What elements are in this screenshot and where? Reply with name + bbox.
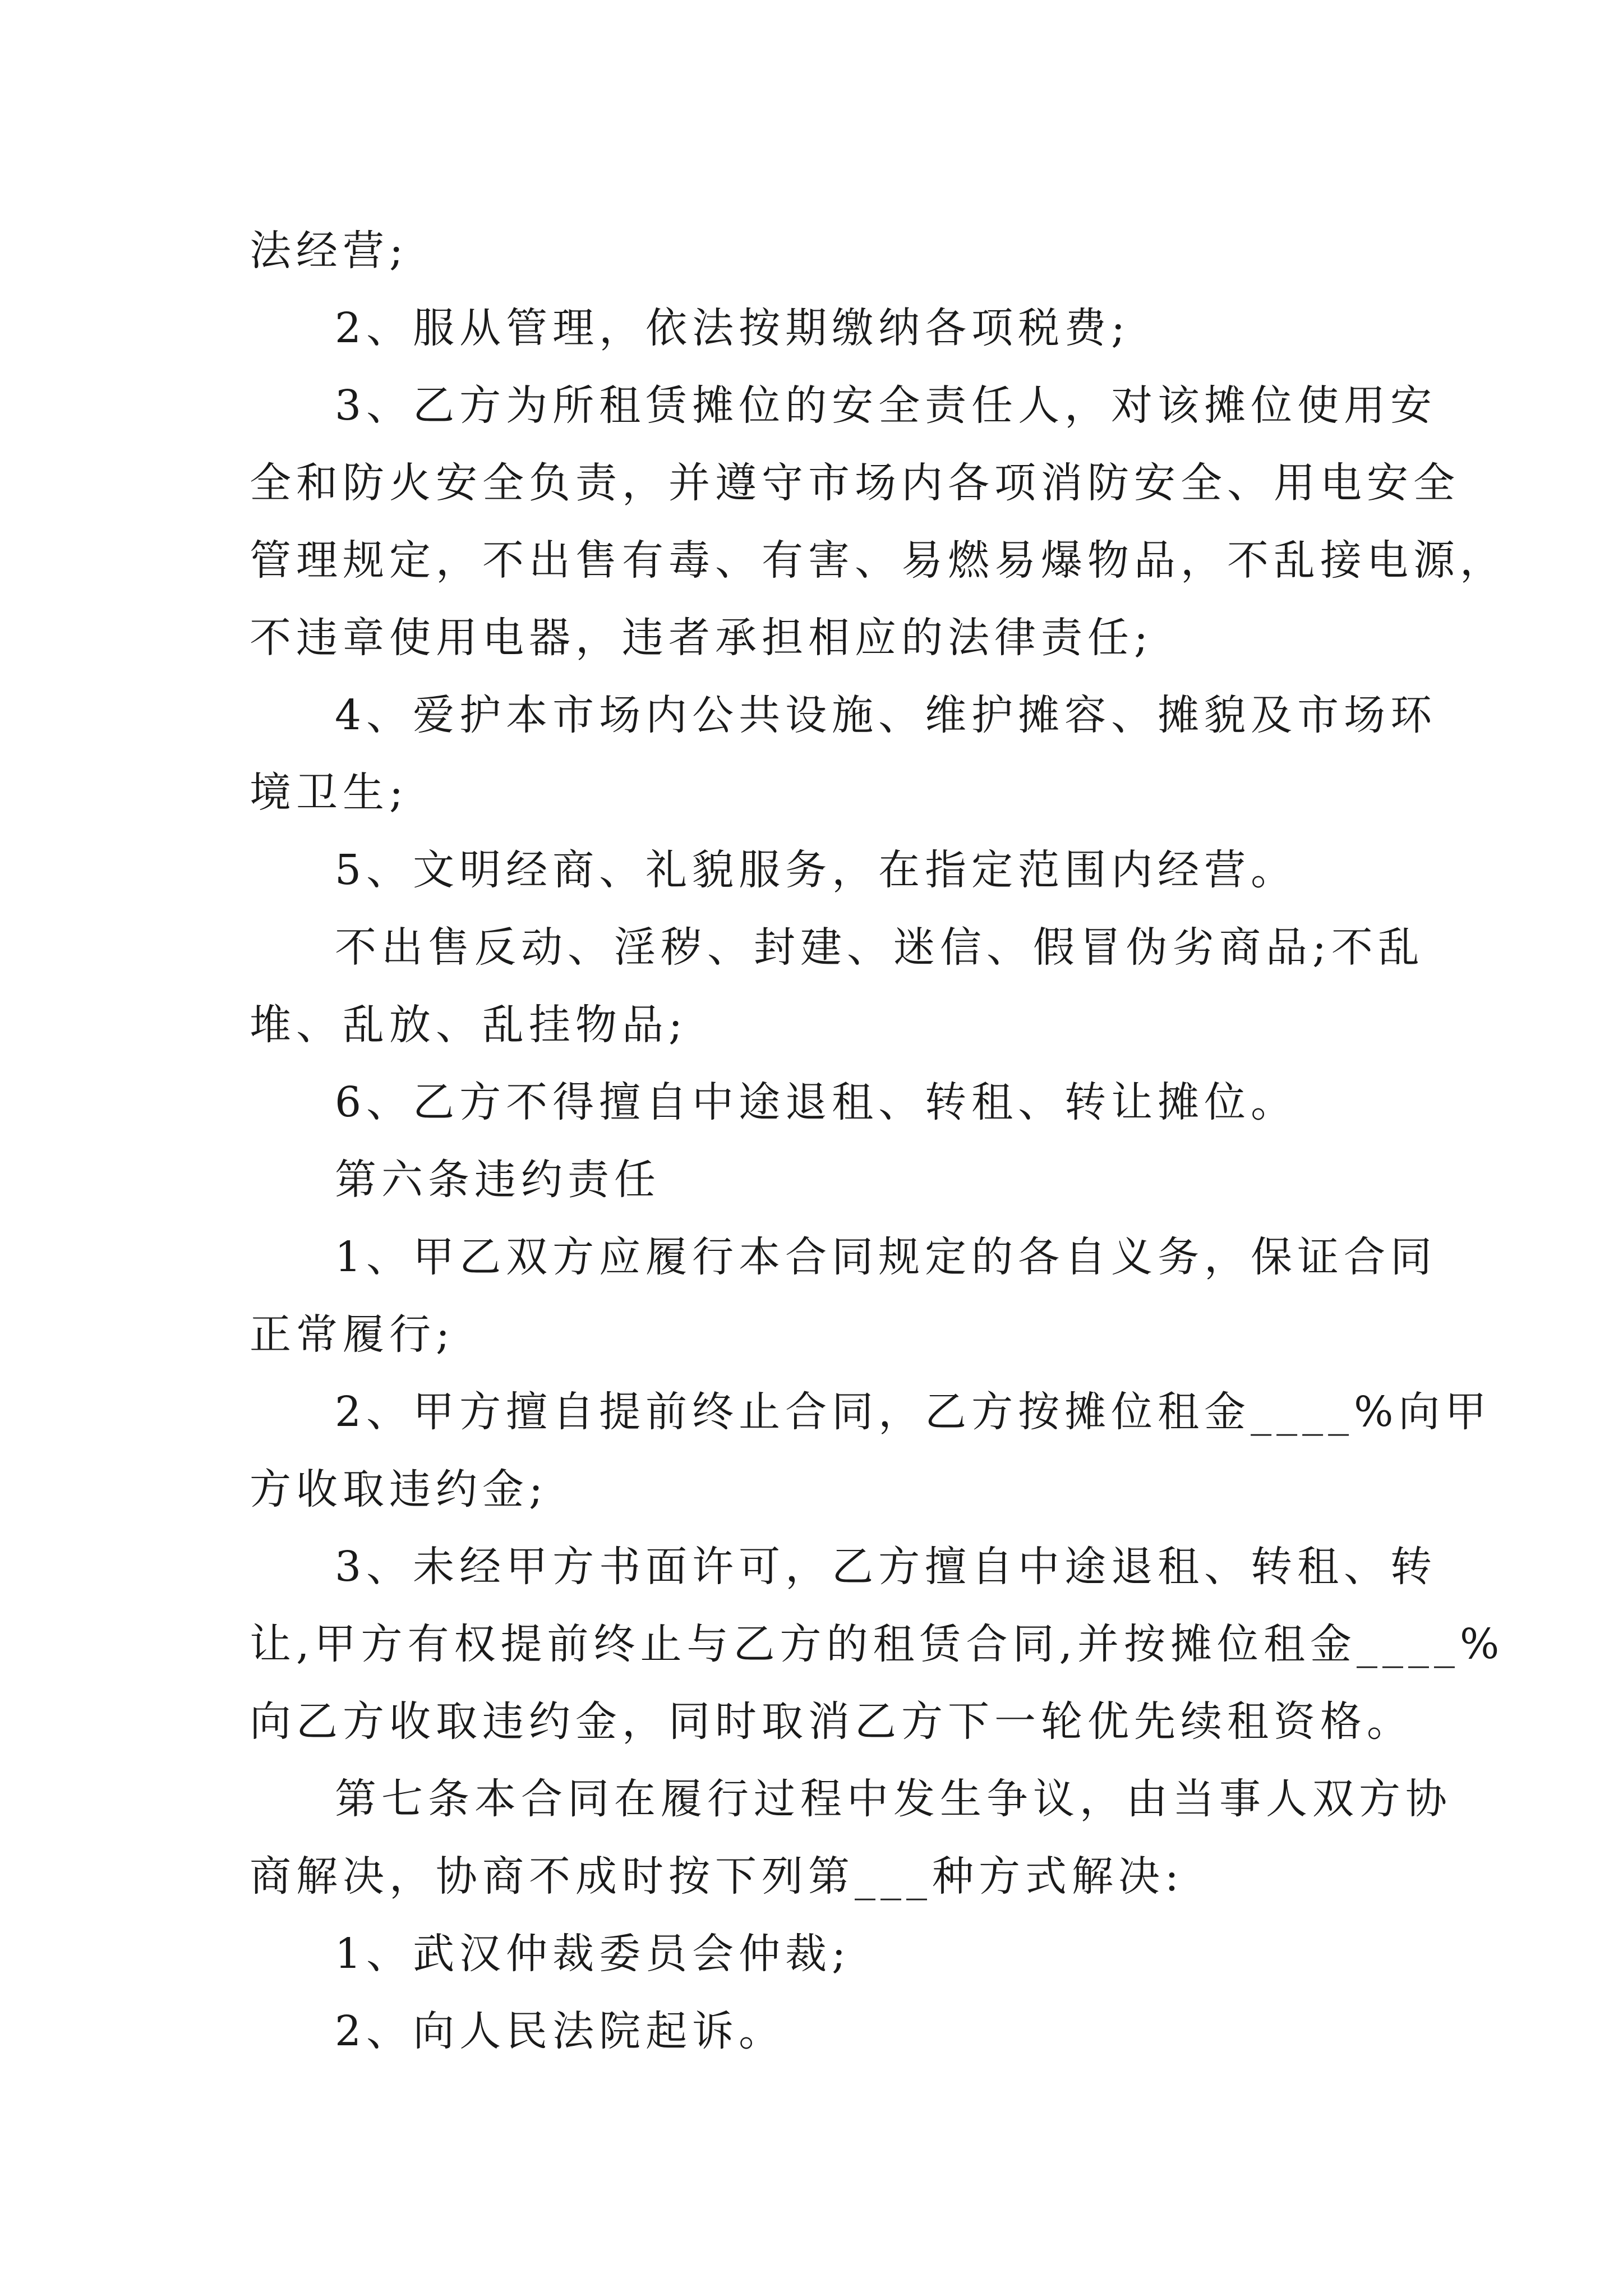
text-line: 法经营; <box>250 227 408 275</box>
text-line: 境卫生; <box>250 769 408 817</box>
text-line: 5、文明经商、礼貌服务，在指定范围内经营。 <box>335 846 1298 894</box>
text-line: 正常履行; <box>250 1310 455 1359</box>
section-heading: 第六条违约责任 <box>335 1156 661 1204</box>
text-line: 4、爱护本市场内公共设施、维护摊容、摊貌及市场环 <box>335 691 1437 739</box>
text-line: 2、甲方擅自提前终止合同，乙方按摊位租金____%向甲 <box>335 1388 1492 1436</box>
text-line: 1、甲乙双方应履行本合同规定的各自义务，保证合同 <box>335 1233 1437 1281</box>
text-line: 全和防火安全负责，并遵守市场内各项消防安全、用电安全 <box>250 459 1460 507</box>
text-line: 2、服从管理，依法按期缴纳各项税费; <box>335 304 1131 352</box>
text-line: 管理规定，不出售有毒、有害、易燃易爆物品，不乱接电源， <box>250 536 1506 585</box>
text-line: 方收取违约金; <box>250 1465 548 1513</box>
section-heading: 第七条本合同在履行过程中发生争议，由当事人双方协 <box>335 1775 1452 1823</box>
text-line: 商解决，协商不成时按下列第___种方式解决: <box>250 1852 1184 1901</box>
text-line: 6、乙方不得擅自中途退租、转租、转让摊位。 <box>335 1078 1298 1126</box>
text-line: 不出售反动、淫秽、封建、迷信、假冒伪劣商品;不乱 <box>335 923 1424 972</box>
text-line: 堆、乱放、乱挂物品; <box>250 1001 688 1049</box>
text-line: 3、未经甲方书面许可，乙方擅自中途退租、转租、转 <box>335 1543 1437 1591</box>
text-line: 3、乙方为所租赁摊位的安全责任人，对该摊位使用安 <box>335 381 1437 430</box>
text-line: 2、向人民法院起诉。 <box>335 2007 786 2055</box>
text-line: 1、武汉仲裁委员会仲裁; <box>335 1930 851 1978</box>
text-line: 向乙方收取违约金，同时取消乙方下一轮优先续租资格。 <box>250 1697 1413 1746</box>
contract-text-body <box>250 212 1506 2070</box>
text-line: 不违章使用电器，违者承担相应的法律责任; <box>250 614 1153 662</box>
text-line: 让,甲方有权提前终止与乙方的租赁合同,并按摊位租金____% <box>250 1620 1505 1668</box>
